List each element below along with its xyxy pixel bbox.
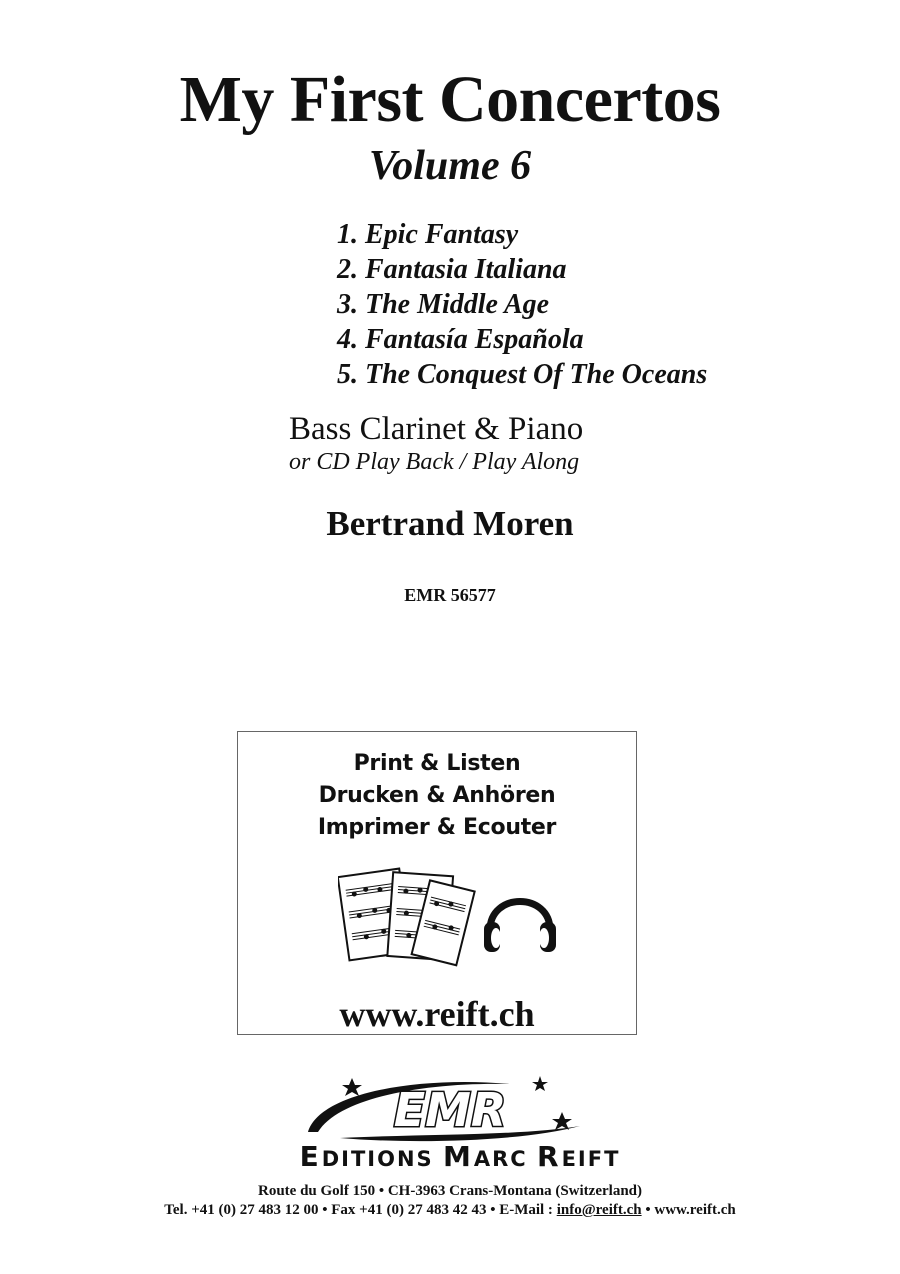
print-listen-box [237,731,637,1035]
sheet-music-icon [338,869,475,966]
publisher-contact [0,1200,900,1220]
publisher-initial-e: E [299,1140,322,1173]
emr-logo-text: EMR [393,1083,507,1137]
piece-item: 3. The Middle Age [337,289,550,320]
volume-subtitle: Volume 6 [368,143,532,189]
playback-note: or CD Play Back / Play Along [289,449,580,475]
publisher-word-marc: ARC [473,1147,537,1171]
contact-email-link[interactable]: info@reift.ch [556,1202,642,1218]
piece-list [337,217,707,392]
emr-logo [300,1074,600,1144]
contact-phone-fax: Tel. +41 (0) 27 483 12 00 • Fax +41 (0) 27 483 42 43 • E-Mail : [164,1202,557,1218]
promo-line-de: Drucken & Anhören [318,783,556,808]
publisher-word-reift: EIFT [561,1147,621,1171]
piece-item: 2. Fantasia Italiana [337,254,567,285]
piece-item: 5. The Conquest Of The Oceans [337,359,708,390]
promo-illustration [338,864,558,974]
publisher-name [240,1140,680,1176]
publisher-initial-r: R [537,1140,562,1173]
page-title: My First Concertos [179,63,721,136]
catalog-number: EMR 56577 [404,585,496,605]
headphones-icon [484,902,556,953]
contact-website: • www.reift.ch [641,1202,736,1218]
piece-item: 1. Epic Fantasy [337,219,519,250]
publisher-initial-m: M [442,1140,474,1173]
publisher-word-editions: DITIONS [321,1147,443,1171]
promo-line-fr: Imprimer & Ecouter [317,815,557,840]
promo-line-en: Print & Listen [353,751,521,776]
composer-name: Bertrand Moren [326,504,574,543]
piece-item: 4. Fantasía Española [337,324,584,355]
instrumentation: Bass Clarinet & Piano [289,411,584,447]
publisher-address: Route du Golf 150 • CH-3963 Crans-Montana (Switzerland) [258,1183,642,1199]
promo-lines [238,748,636,844]
promo-website: www.reift.ch [339,994,535,1034]
